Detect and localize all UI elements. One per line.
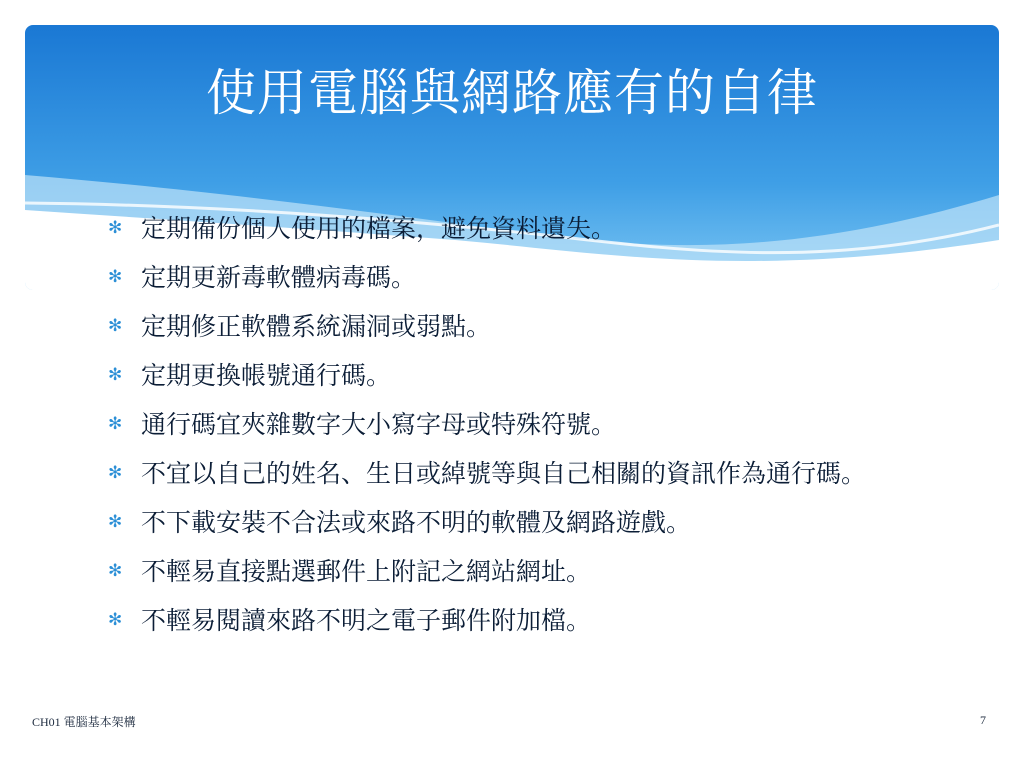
bullet-list (108, 212, 908, 653)
bullet-item (108, 555, 908, 588)
bullet-item (108, 506, 908, 539)
asterisk-bullet-icon: ✻ (108, 218, 123, 238)
bullet-text: 通行碼宜夾雜數字大小寫字母或特殊符號。 (141, 410, 617, 439)
bullet-text: 定期修正軟體系統漏洞或弱點。 (141, 312, 492, 341)
bullet-text: 不宜以自己的姓名、生日或綽號等與自己相關的資訊作為通行碼。 (141, 459, 867, 488)
bullet-item (108, 261, 908, 294)
bullet-item (108, 359, 908, 392)
bullet-text: 定期備份個人使用的檔案，避免資料遺失。 (141, 214, 617, 243)
bullet-text: 定期更換帳號通行碼。 (141, 361, 392, 390)
asterisk-bullet-icon: ✻ (108, 512, 123, 532)
footer-chapter-label: CH01 電腦基本架構 (32, 715, 136, 729)
bullet-item (108, 604, 908, 637)
asterisk-bullet-icon: ✻ (108, 463, 123, 483)
asterisk-bullet-icon: ✻ (108, 561, 123, 581)
asterisk-bullet-icon: ✻ (108, 414, 123, 434)
bullet-text: 不輕易閱讀來路不明之電子郵件附加檔。 (141, 606, 592, 635)
bullet-item (108, 408, 908, 441)
bullet-item (108, 212, 908, 245)
page-number: 7 (980, 713, 986, 727)
bullet-text: 不輕易直接點選郵件上附記之網站網址。 (141, 557, 592, 586)
asterisk-bullet-icon: ✻ (108, 267, 123, 287)
asterisk-bullet-icon: ✻ (108, 316, 123, 336)
bullet-text: 定期更新毒軟體病毒碼。 (141, 263, 417, 292)
bullet-item (108, 310, 908, 343)
bullet-text: 不下載安裝不合法或來路不明的軟體及網路遊戲。 (141, 508, 692, 537)
asterisk-bullet-icon: ✻ (108, 365, 123, 385)
asterisk-bullet-icon: ✻ (108, 610, 123, 630)
bullet-item (108, 457, 908, 490)
slide-title: 使用電腦與網路應有的自律 (206, 64, 818, 122)
